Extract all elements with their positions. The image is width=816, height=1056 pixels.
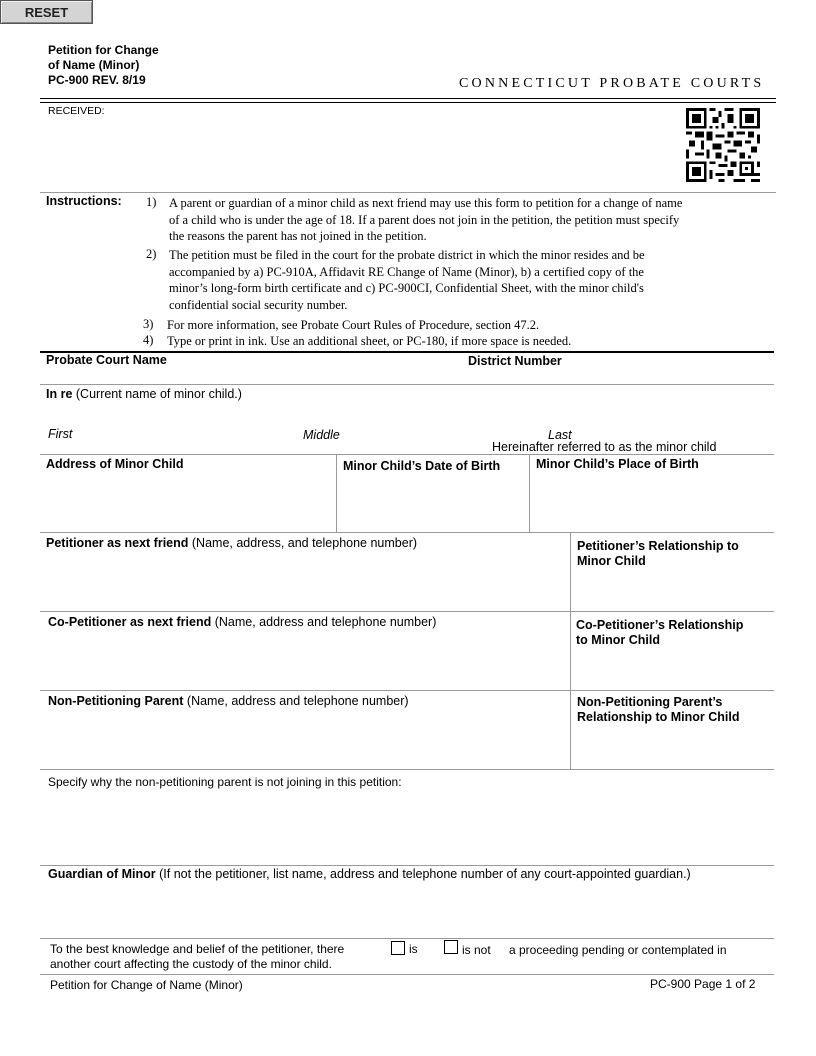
copetitioner-relationship-label-2: to Minor Child [576, 633, 661, 647]
copetitioner-bold: Co-Petitioner as next friend [48, 615, 212, 629]
header-rule-bottom [40, 102, 776, 103]
nonpet-relationship-label-1: Non-Petitioning Parent’s [577, 695, 723, 709]
instruction-3-num: 3) [143, 317, 154, 331]
dob-label: Minor Child’s Date of Birth [343, 459, 501, 473]
probate-court-name-field[interactable] [46, 368, 446, 384]
court-name: CONNECTICUT PROBATE COURTS [459, 76, 765, 91]
knowledge-rule [40, 974, 774, 975]
nonpet-relationship-field[interactable] [577, 728, 769, 764]
address-dob-divider [336, 455, 337, 532]
knowledge-end: a proceeding pending or contemplated in [509, 943, 727, 957]
petitioner-label [46, 536, 417, 550]
in-re-note: (Current name of minor child.) [75, 387, 242, 401]
address-row-rule [40, 532, 774, 533]
instruction-2-line-3: minor’s long-form birth certificate and c) PC-900CI, Confidential Sheet, with the minor child's [169, 281, 644, 295]
nonpet-bold: Non-Petitioning Parent [48, 694, 184, 708]
in-re-rule [40, 454, 774, 455]
in-re-bold: In re [46, 387, 73, 401]
instruction-1-line-2: of a child who is under the age of 18. If a parent does not join in the petition, the petition must specify [169, 212, 680, 227]
petitioner-relationship-label-2: Minor Child [577, 554, 646, 568]
instruction-1 [169, 195, 682, 245]
header-rule-top [40, 98, 776, 99]
nonpet-relationship-label-2: Relationship to Minor Child [577, 710, 740, 724]
petitioner-field[interactable] [46, 554, 562, 606]
petitioner-divider [570, 533, 571, 611]
in-re-label [46, 387, 242, 401]
copetitioner-label [48, 615, 436, 629]
guardian-rule [40, 938, 774, 939]
court-row-rule [40, 384, 774, 385]
copetitioner-rule [40, 690, 774, 691]
knowledge-line2: another court affecting the custody of the minor child. [50, 957, 332, 971]
district-number-field[interactable] [468, 368, 768, 384]
guardian-bold: Guardian of Minor [48, 867, 156, 881]
form-number: PC-900 REV. 8/19 [48, 73, 146, 87]
copetitioner-relationship-field[interactable] [576, 651, 768, 685]
copetitioner-field[interactable] [46, 633, 562, 685]
petitioner-bold: Petitioner as next friend [46, 536, 189, 550]
instructions-top-rule [40, 192, 776, 193]
form-title-line2: of Name (Minor) [48, 58, 140, 72]
instruction-1-num: 1) [146, 195, 157, 209]
footer-left: Petition for Change of Name (Minor) [50, 978, 243, 992]
nonpet-label [48, 694, 409, 708]
guardian-label [48, 867, 691, 881]
petitioner-rule [40, 611, 774, 612]
instruction-2-line-1: The petition must be filed in the court for the probate district in which the minor resides and be [169, 248, 645, 262]
nonpet-rule [40, 769, 774, 770]
copetitioner-note: (Name, address and telephone number) [214, 615, 437, 629]
is-label: is [409, 942, 418, 956]
copetitioner-divider [570, 612, 571, 690]
dob-place-divider [529, 455, 530, 532]
knowledge-start: To the best knowledge and belief of the petitioner, there [50, 942, 345, 956]
instruction-4-num: 4) [143, 333, 154, 347]
specify-why-label: Specify why the non-petitioning parent is not joining in this petition: [48, 775, 402, 789]
copetitioner-relationship-label-1: Co-Petitioner’s Relationship [576, 618, 744, 632]
is-not-label: is not [462, 943, 491, 957]
place-of-birth-label: Minor Child’s Place of Birth [536, 457, 699, 471]
instruction-2-num: 2) [146, 247, 157, 261]
guardian-note: (If not the petitioner, list name, address and telephone number of any court-appointed guardian.) [159, 867, 691, 881]
middle-name-label: Middle [303, 428, 340, 442]
nonpet-note: (Name, address and telephone number) [186, 694, 409, 708]
instruction-4 [167, 333, 571, 350]
place-of-birth-field[interactable] [536, 476, 768, 528]
instruction-3-line-1: For more information, see Probate Court Rules of Procedure, section 47.2. [167, 318, 540, 332]
dob-field[interactable] [343, 478, 523, 528]
first-name-label: First [48, 427, 73, 441]
instruction-2-line-2: accompanied by a) PC-910A, Affidavit RE Change of Name (Minor), b) a certified copy of the [169, 264, 644, 279]
probate-court-name-label: Probate Court Name [46, 353, 167, 367]
petitioner-relationship-field[interactable] [577, 572, 769, 606]
instruction-2-line-4: confidential social security number. [169, 297, 348, 312]
reset-button[interactable]: RESET [0, 0, 93, 24]
address-minor-label: Address of Minor Child [46, 457, 184, 471]
instruction-1-line-3: the reasons the parent has not joined in the petition. [169, 229, 427, 243]
hereinafter-note: Hereinafter referred to as the minor child [492, 440, 717, 454]
specify-why-rule [40, 865, 774, 866]
petitioner-relationship-label-1: Petitioner’s Relationship to [577, 539, 739, 553]
last-name-label: Last [548, 428, 572, 442]
minor-name-field[interactable] [46, 404, 766, 426]
address-minor-field[interactable] [46, 476, 330, 528]
nonpet-field[interactable] [46, 712, 562, 764]
instruction-3 [167, 317, 539, 334]
guardian-field[interactable] [46, 885, 766, 935]
instruction-2 [169, 247, 645, 313]
form-title-line1: Petition for Change [48, 43, 159, 57]
received-label: RECEIVED: [48, 105, 105, 117]
specify-why-field[interactable] [46, 792, 766, 862]
instruction-4-line-1: Type or print in ink. Use an additional sheet, or PC-180, if more space is needed. [167, 334, 572, 348]
qr-code-icon [686, 108, 760, 182]
district-number-label: District Number [468, 354, 562, 368]
footer-right: PC-900 Page 1 of 2 [650, 977, 756, 991]
petitioner-note: (Name, address, and telephone number) [191, 536, 418, 550]
is-not-checkbox[interactable] [444, 940, 458, 954]
nonpet-divider [570, 691, 571, 769]
instructions-heading: Instructions: [46, 194, 122, 208]
instruction-1-line-1: A parent or guardian of a minor child as next friend may use this form to petition for a change of name [169, 196, 683, 210]
is-checkbox[interactable] [391, 941, 405, 955]
